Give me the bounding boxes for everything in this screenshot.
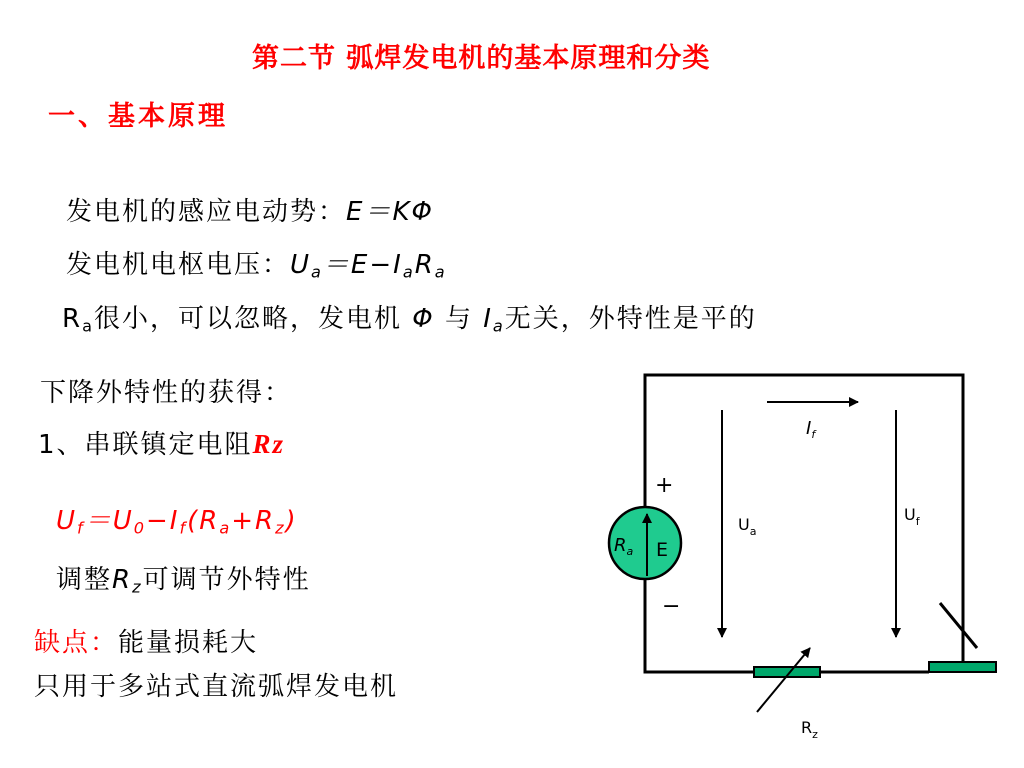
adjust-rz: R: [112, 565, 133, 595]
emf-formula: E＝KΦ: [346, 197, 434, 227]
ra-note-i-sub: a: [492, 316, 505, 336]
ua-symbol: U: [290, 250, 312, 280]
formula2-ra-subscript: a: [219, 518, 232, 538]
ra-note-text1: 很小，可以忽略，发电机: [93, 304, 402, 334]
uf-subscript: f: [77, 518, 85, 538]
ra-note-r: R: [62, 304, 83, 334]
rz-label: $R_z$: [801, 718, 818, 741]
formula2-minus-i: −I: [145, 506, 180, 536]
adjust-rz-sub: z: [132, 577, 143, 597]
adjust-suffix: 可调节外特性: [142, 565, 311, 595]
ua-label: $U_a$: [738, 515, 757, 538]
ra-note-text2: 与: [444, 304, 473, 334]
section-heading: 一、基本原理: [48, 101, 228, 132]
usage-line: 只用于多站式直流弧焊发电机: [34, 672, 399, 702]
drawback-label: 缺点：: [34, 628, 119, 658]
method1-rz: Rz: [252, 429, 286, 459]
ra-label: $R_a$: [614, 535, 634, 558]
u0-subscript: 0: [133, 518, 146, 538]
armature-label: 发电机电枢电压：: [66, 250, 291, 280]
ra-note-text3: 无关，外特性是平的: [504, 304, 757, 334]
ra-note-i: I: [483, 304, 493, 334]
ia-subscript: a: [402, 262, 415, 282]
current-label: $I_f$: [806, 418, 816, 441]
emf-source-label: E: [656, 539, 669, 561]
variable-resistor-arrow: [757, 648, 810, 712]
formula2-plus-r: +R: [231, 506, 276, 536]
droop-heading: 下降外特性的获得：: [40, 378, 293, 408]
ua-subscript: a: [311, 262, 323, 282]
switch-blade: [940, 603, 977, 648]
adjust-prefix: 调整: [56, 565, 113, 595]
formula2-close: ): [285, 506, 298, 536]
emf-label: 发电机的感应电动势：: [66, 197, 347, 227]
switch-contact-bar: [929, 662, 996, 672]
page-title: 第二节 弧焊发电机的基本原理和分类: [252, 43, 711, 74]
formula2-eq: ＝U: [84, 506, 134, 536]
minus-terminal: −: [662, 594, 681, 619]
plus-terminal: +: [655, 473, 674, 498]
if-subscript: f: [179, 518, 188, 538]
armature-equation: ＝E−I: [322, 250, 403, 280]
drawback-text: 能量损耗大: [118, 628, 259, 658]
ra-subscript: a: [434, 262, 447, 282]
ra-note-r-sub: a: [82, 316, 94, 336]
uf-symbol: U: [56, 506, 78, 536]
ra-symbol: R: [414, 250, 435, 280]
formula2-open-r: (R: [187, 506, 220, 536]
uf-label: $U_f$: [904, 505, 920, 528]
formula2-rz-subscript: z: [275, 518, 286, 538]
ra-note-phi: Φ: [412, 304, 435, 334]
method1-prefix: 1、串联镇定电阻: [38, 430, 253, 460]
